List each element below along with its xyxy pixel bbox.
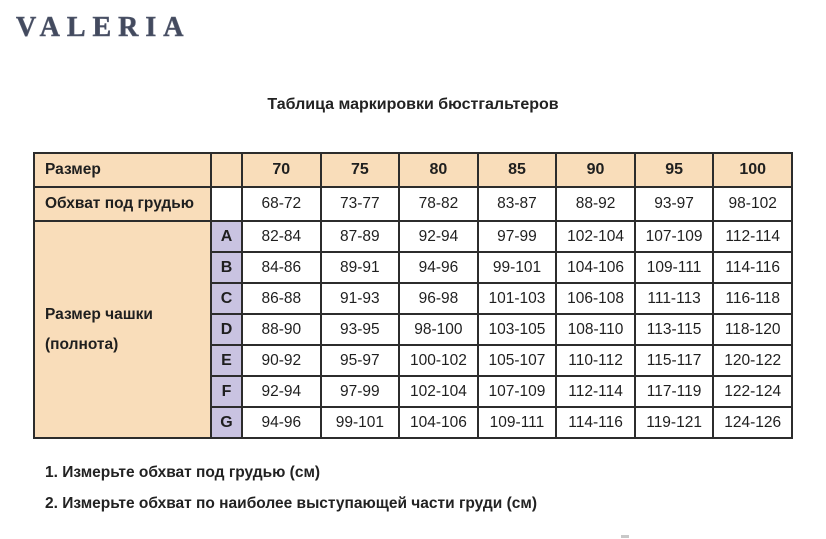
measurement-cell: 97-99 [321, 376, 400, 407]
underbust-empty-cell [211, 187, 242, 221]
measurement-cell: 110-112 [556, 345, 635, 376]
measurement-cell: 109-111 [478, 407, 557, 438]
measurement-cell: 113-115 [635, 314, 714, 345]
measurement-cell: 94-96 [242, 407, 321, 438]
underbust-label: Обхват под грудью [34, 187, 211, 221]
stray-mark [621, 535, 629, 538]
measurement-cell: 89-91 [321, 252, 400, 283]
measurement-cell: 102-104 [556, 221, 635, 252]
measurement-cell: 92-94 [399, 221, 478, 252]
measurement-cell: 112-114 [556, 376, 635, 407]
letter-header-empty-cell [211, 153, 242, 187]
cup-size-label [34, 221, 211, 438]
measurement-cell: 91-93 [321, 283, 400, 314]
measurement-cell: 95-97 [321, 345, 400, 376]
cup-letter: D [211, 314, 242, 345]
measurement-cell: 119-121 [635, 407, 714, 438]
size-column-header: 100 [713, 153, 792, 187]
measurement-cell: 106-108 [556, 283, 635, 314]
underbust-value-cell: 68-72 [242, 187, 321, 221]
cup-size-label-line1: Размер чашки [45, 306, 153, 324]
measurement-cell: 111-113 [635, 283, 714, 314]
measurement-cell: 116-118 [713, 283, 792, 314]
underbust-value-cell: 93-97 [635, 187, 714, 221]
measurement-cell: 122-124 [713, 376, 792, 407]
measurement-cell: 104-106 [556, 252, 635, 283]
page-title: Таблица маркировки бюстгальтеров [267, 96, 559, 113]
underbust-row [34, 187, 792, 221]
measurement-notes [45, 464, 537, 526]
note-1: 1. Измерьте обхват под грудью (см) [45, 464, 321, 481]
measurement-cell: 109-111 [635, 252, 714, 283]
measurement-cell: 105-107 [478, 345, 557, 376]
size-column-header: 90 [556, 153, 635, 187]
underbust-value-cell: 83-87 [478, 187, 557, 221]
underbust-value-cell: 88-92 [556, 187, 635, 221]
measurement-cell: 100-102 [399, 345, 478, 376]
cup-letter: E [211, 345, 242, 376]
measurement-cell: 102-104 [399, 376, 478, 407]
measurement-cell: 118-120 [713, 314, 792, 345]
measurement-cell: 112-114 [713, 221, 792, 252]
cup-letter: C [211, 283, 242, 314]
cup-letter: G [211, 407, 242, 438]
measurement-cell: 107-109 [635, 221, 714, 252]
size-column-header: 80 [399, 153, 478, 187]
measurement-cell: 104-106 [399, 407, 478, 438]
cup-row [34, 221, 792, 252]
measurement-cell: 88-90 [242, 314, 321, 345]
brand-logo: VALERIA [16, 12, 191, 43]
size-corner-label: Размер [34, 153, 211, 187]
measurement-cell: 96-98 [399, 283, 478, 314]
size-column-header: 85 [478, 153, 557, 187]
measurement-cell: 120-122 [713, 345, 792, 376]
cup-letter: F [211, 376, 242, 407]
measurement-cell: 117-119 [635, 376, 714, 407]
measurement-cell: 90-92 [242, 345, 321, 376]
measurement-cell: 99-101 [478, 252, 557, 283]
measurement-cell: 114-116 [556, 407, 635, 438]
measurement-cell: 98-100 [399, 314, 478, 345]
measurement-cell: 114-116 [713, 252, 792, 283]
size-column-header: 75 [321, 153, 400, 187]
measurement-cell: 124-126 [713, 407, 792, 438]
measurement-cell: 97-99 [478, 221, 557, 252]
measurement-cell: 92-94 [242, 376, 321, 407]
measurement-cell: 94-96 [399, 252, 478, 283]
cup-letter: B [211, 252, 242, 283]
measurement-cell: 93-95 [321, 314, 400, 345]
size-header-row [34, 153, 792, 187]
measurement-cell: 103-105 [478, 314, 557, 345]
measurement-cell: 101-103 [478, 283, 557, 314]
cup-letter: A [211, 221, 242, 252]
underbust-value-cell: 78-82 [399, 187, 478, 221]
size-column-header: 95 [635, 153, 714, 187]
cup-size-label-line2: (полнота) [45, 335, 119, 353]
table-body [34, 187, 792, 438]
measurement-cell: 99-101 [321, 407, 400, 438]
underbust-value-cell: 98-102 [713, 187, 792, 221]
underbust-value-cell: 73-77 [321, 187, 400, 221]
bra-size-table [33, 152, 793, 439]
measurement-cell: 84-86 [242, 252, 321, 283]
measurement-cell: 82-84 [242, 221, 321, 252]
measurement-cell: 108-110 [556, 314, 635, 345]
size-column-header: 70 [242, 153, 321, 187]
note-2: 2. Измерьте обхват по наиболее выступающей части груди (см) [45, 495, 537, 512]
measurement-cell: 115-117 [635, 345, 714, 376]
measurement-cell: 107-109 [478, 376, 557, 407]
measurement-cell: 86-88 [242, 283, 321, 314]
measurement-cell: 87-89 [321, 221, 400, 252]
